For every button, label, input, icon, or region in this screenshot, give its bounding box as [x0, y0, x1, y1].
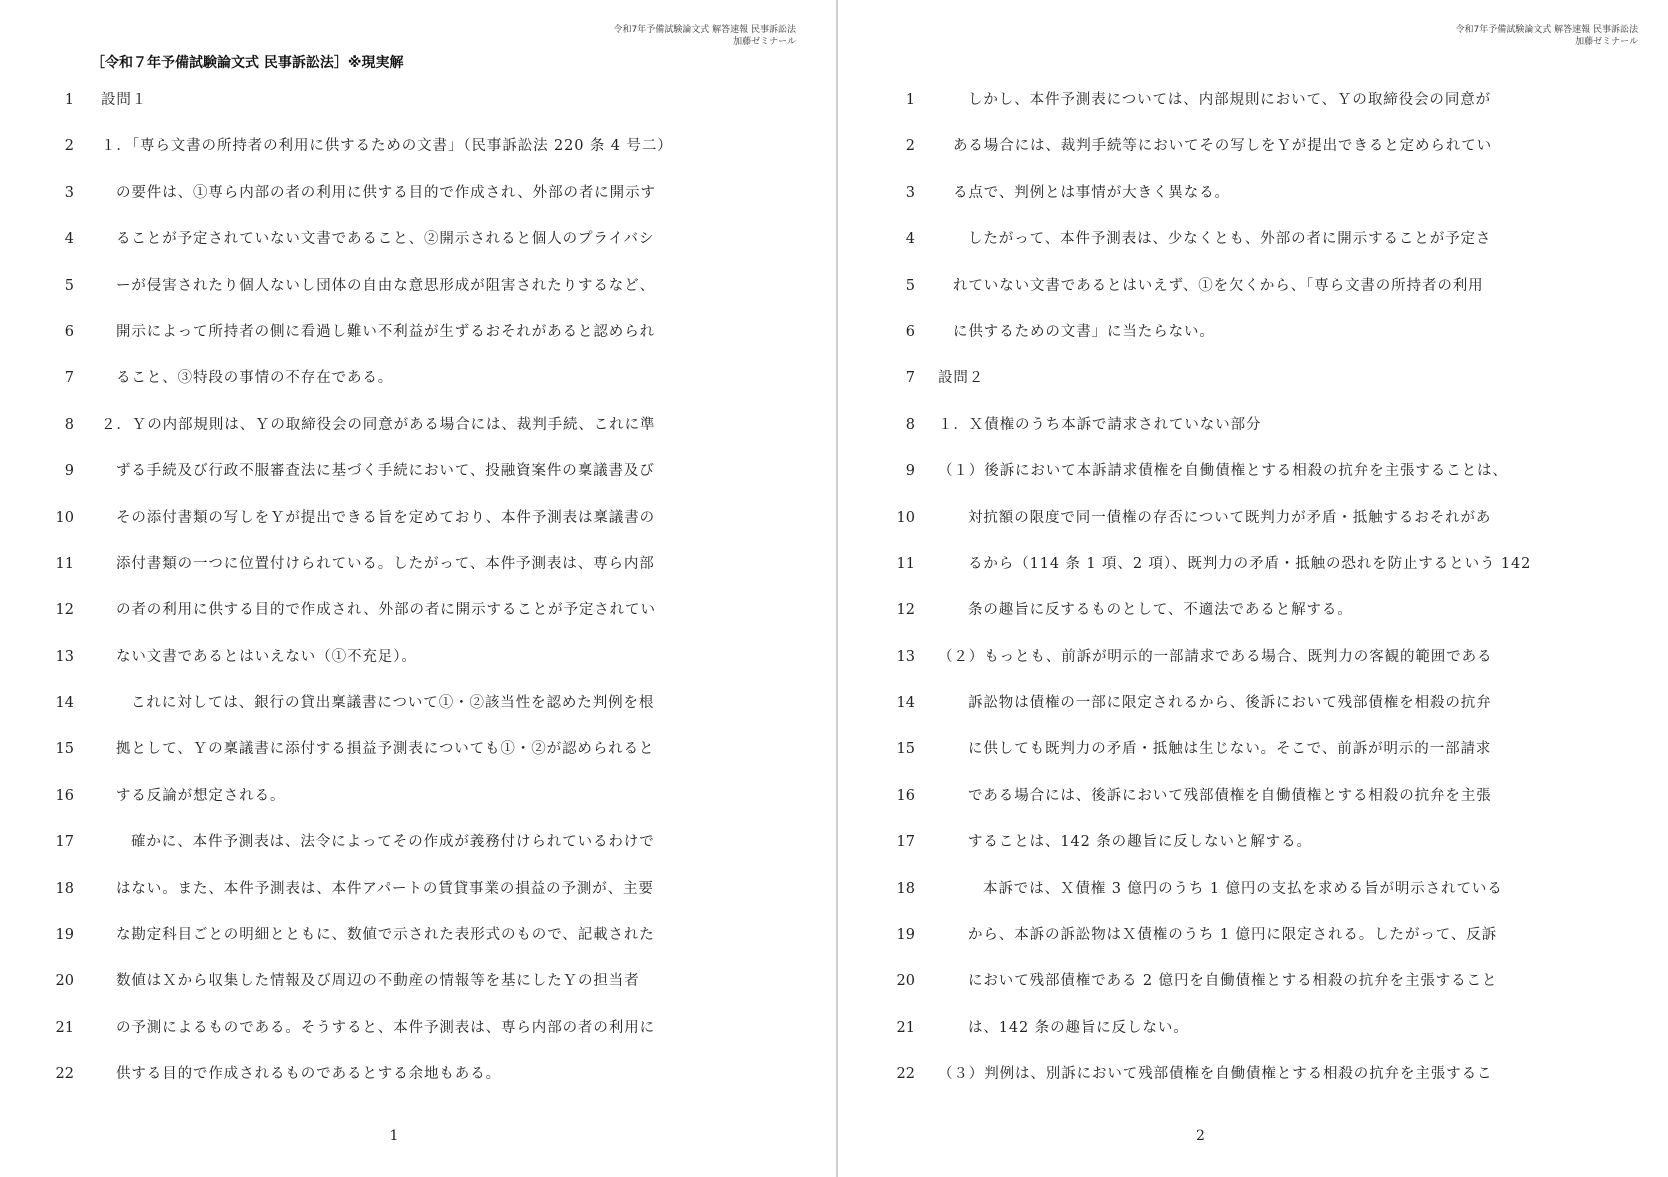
line-text: 対抗額の限度で同一債権の存否について既判力が矛盾・抵触するおそれがあ — [968, 509, 1492, 526]
text-line — [0, 832, 834, 878]
line-text: （２）もっとも、前訴が明示的一部請求である場合、既判力の客観的範囲である — [938, 648, 1493, 665]
line-number: 21 — [896, 1019, 915, 1036]
line-text: の者の利用に供する目的で作成され、外部の者に開示することが予定されてい — [116, 602, 656, 619]
line-number: 11 — [55, 555, 74, 572]
page-header — [614, 24, 796, 48]
line-number: 2 — [905, 138, 915, 155]
line-number: 18 — [896, 880, 915, 897]
line-text: の要件は、①専ら内部の者の利用に供する目的で作成され、外部の者に開示す — [116, 184, 656, 201]
line-number: 19 — [896, 927, 915, 944]
page-number: 1 — [389, 1128, 399, 1144]
text-line — [0, 693, 834, 739]
text-line — [841, 461, 1668, 507]
text-line — [0, 786, 834, 832]
line-number: 11 — [896, 555, 915, 572]
text-line — [841, 90, 1668, 136]
text-line — [841, 786, 1668, 832]
line-text: 条の趣旨に反するものとして、不適法であると解する。 — [968, 602, 1353, 619]
text-line — [0, 971, 834, 1017]
line-text: １．「専ら文書の所持者の利用に供するための文書」（民事訴訟法 220 条 4 号二） — [101, 138, 673, 155]
line-text: しかし、本件予測表については、内部規則において、Ｙの取締役会の同意が — [968, 92, 1492, 108]
text-line — [841, 647, 1668, 693]
header-exam-title: 令和7年予備試験論文式 解答速報 民事訴訟法 — [1455, 25, 1638, 35]
line-text: ２．Ｙの内部規則は、Ｙの取締役会の同意がある場合には、裁判手続、これに準 — [101, 416, 656, 433]
text-line — [0, 600, 834, 646]
line-number: 18 — [55, 880, 74, 897]
line-text: 本訴では、Ｘ債権 3 億円のうち 1 億円の支払を求める旨が明示されている — [983, 880, 1503, 897]
line-number: 13 — [55, 648, 74, 665]
line-text: れていない文書であるとはいえず、①を欠くから、「専ら文書の所持者の利用 — [953, 277, 1484, 294]
line-number: 12 — [896, 602, 915, 619]
line-text: 開示によって所持者の側に看過し難い不利益が生ずるおそれがあると認められ — [116, 323, 655, 340]
line-text: から、本訴の訴訟物はＸ債権のうち 1 億円に限定される。したがって、反訴 — [968, 927, 1498, 944]
line-text: その添付書類の写しをＹが提出できる旨を定めており、本件予測表は稟議書の — [116, 509, 655, 526]
text-line — [0, 415, 834, 461]
document-title: ［令和７年予備試験論文式 民事訴訟法］※現実解 — [91, 55, 404, 71]
line-text: 数値はＸから収集した情報及び周辺の不動産の情報等を基にしたＹの担当者 — [116, 973, 640, 990]
text-line — [0, 322, 834, 368]
line-number: 4 — [64, 231, 74, 248]
text-line — [0, 229, 834, 275]
text-line — [841, 971, 1668, 1017]
header-publisher: 加藤ゼミナール — [733, 37, 796, 47]
text-line — [841, 229, 1668, 275]
text-line — [841, 415, 1668, 461]
line-number: 8 — [905, 416, 915, 433]
line-number: 8 — [64, 416, 74, 433]
numbered-lines — [0, 90, 834, 1111]
line-number: 6 — [905, 323, 915, 340]
text-line — [841, 368, 1668, 414]
line-number: 19 — [55, 927, 74, 944]
text-line — [841, 739, 1668, 785]
line-text: これに対しては、銀行の貸出稟議書について①・②該当性を認めた判例を根 — [131, 695, 655, 712]
line-text: るから（114 条 1 項、2 項）、既判力の矛盾・抵触の恐れを防止するという 142 — [968, 555, 1532, 572]
line-text: に供するための文書」に当たらない。 — [953, 323, 1215, 340]
line-number: 10 — [55, 509, 74, 526]
line-text: 訴訟物は債権の一部に限定されるから、後訴において残部債権を相殺の抗弁 — [968, 695, 1492, 712]
line-text: 確かに、本件予測表は、法令によってその作成が義務付けられているわけで — [131, 834, 655, 851]
line-number: 9 — [905, 463, 915, 480]
text-line — [841, 600, 1668, 646]
text-line — [841, 136, 1668, 182]
line-number: 2 — [64, 138, 74, 155]
line-text: る点で、判例とは事情が大きく異なる。 — [953, 184, 1230, 201]
text-line — [0, 647, 834, 693]
line-text: である場合には、後訴において残部債権を自働債権とする相殺の抗弁を主張 — [968, 787, 1492, 804]
line-text: 添付書類の一つに位置付けられている。したがって、本件予測表は、専ら内部 — [116, 555, 655, 572]
line-number: 3 — [64, 184, 74, 201]
line-number: 5 — [64, 277, 74, 294]
text-line — [0, 554, 834, 600]
line-text: において残部債権である 2 億円を自働債権とする相殺の抗弁を主張すること — [968, 973, 1498, 990]
text-line — [841, 322, 1668, 368]
text-line — [841, 693, 1668, 739]
text-line — [841, 508, 1668, 554]
line-number: 21 — [55, 1019, 74, 1036]
text-line — [841, 276, 1668, 322]
text-line — [841, 879, 1668, 925]
header-exam-title: 令和7年予備試験論文式 解答速報 民事訴訟法 — [613, 25, 796, 35]
line-number: 9 — [64, 463, 74, 480]
line-text: の予測によるものである。そうすると、本件予測表は、専ら内部の者の利用に — [116, 1019, 655, 1036]
line-number: 16 — [55, 787, 74, 804]
text-line — [0, 183, 834, 229]
line-number: 7 — [64, 370, 74, 387]
page-number: 2 — [1196, 1128, 1205, 1144]
line-number: 20 — [55, 973, 74, 990]
text-line — [841, 925, 1668, 971]
line-number: 5 — [905, 277, 915, 294]
line-number: 17 — [896, 834, 915, 851]
text-line — [0, 368, 834, 414]
line-text: はない。また、本件予測表は、本件アパートの賃貸事業の損益の予測が、主要 — [116, 880, 654, 897]
text-line — [0, 276, 834, 322]
line-text: する反論が想定される。 — [116, 787, 286, 804]
line-number: 13 — [896, 648, 915, 665]
line-number: 20 — [896, 973, 915, 990]
line-number: 16 — [896, 787, 915, 804]
line-text: 設問１ — [101, 92, 148, 108]
line-text: ーが侵害されたり個人ないし団体の自由な意思形成が阻害されたりするなど、 — [116, 277, 655, 294]
text-line — [0, 739, 834, 785]
line-number: 7 — [905, 370, 915, 387]
line-text: な勘定科目ごとの明細とともに、数値で示された表形式のもので、記載された — [116, 927, 655, 944]
line-number: 3 — [905, 184, 915, 201]
line-number: 4 — [905, 231, 915, 248]
text-line — [0, 508, 834, 554]
line-text: （３）判例は、別訴において残部債権を自働債権とする相殺の抗弁を主張するこ — [938, 1066, 1493, 1083]
line-text: ることが予定されていない文書であること、②開示されると個人のプライバシ — [116, 231, 655, 248]
page-header — [1456, 24, 1638, 48]
line-number: 12 — [55, 602, 74, 619]
text-line — [0, 461, 834, 507]
text-line — [0, 925, 834, 971]
line-text: することは、142 条の趣旨に反しないと解する。 — [968, 834, 1312, 851]
text-line — [0, 879, 834, 925]
line-text: （１）後訴において本訴請求債権を自働債権とする相殺の抗弁を主張することは、 — [938, 463, 1508, 480]
line-text: ること、③特段の事情の不存在である。 — [116, 370, 394, 387]
line-number: 10 — [896, 509, 915, 526]
line-number: 15 — [55, 741, 74, 758]
text-line — [841, 554, 1668, 600]
text-line — [0, 90, 834, 136]
line-text: ない文書であるとはいえない（①不充足）。 — [116, 648, 417, 665]
line-number: 14 — [896, 695, 915, 712]
text-line — [841, 1064, 1668, 1110]
line-text: 設問２ — [938, 370, 985, 387]
line-number: 15 — [896, 741, 915, 758]
text-line — [841, 1018, 1668, 1064]
line-text: は、142 条の趣旨に反しない。 — [968, 1019, 1189, 1036]
numbered-lines — [841, 90, 1668, 1111]
text-line — [0, 1018, 834, 1064]
line-number: 17 — [55, 834, 74, 851]
line-text: ずる手続及び行政不服審査法に基づく手続において、投融資案件の稟議書及び — [116, 463, 655, 480]
line-number: 14 — [55, 695, 74, 712]
text-line — [841, 183, 1668, 229]
line-text: 拠として、Ｙの稟議書に添付する損益予測表についても①・②が認められると — [116, 741, 655, 758]
page-divider — [836, 0, 838, 1177]
line-number: 22 — [55, 1066, 74, 1083]
text-line — [841, 832, 1668, 878]
text-line — [0, 1064, 834, 1110]
line-number: 6 — [64, 323, 74, 340]
line-text: 供する目的で作成されるものであるとする余地もある。 — [116, 1066, 501, 1083]
line-text: したがって、本件予測表は、少なくとも、外部の者に開示することが予定さ — [968, 231, 1492, 248]
line-text: に供しても既判力の矛盾・抵触は生じない。そこで、前訴が明示的一部請求 — [968, 741, 1492, 758]
line-number: 22 — [896, 1066, 915, 1083]
header-publisher: 加藤ゼミナール — [1575, 37, 1638, 47]
line-text: １．Ｘ債権のうち本訴で請求されていない部分 — [938, 416, 1262, 433]
text-line — [0, 136, 834, 182]
line-number: 1 — [905, 92, 915, 108]
line-text: ある場合には、裁判手続等においてその写しをＹが提出できると定められてい — [953, 138, 1492, 155]
line-number: 1 — [64, 92, 74, 108]
page-2 — [841, 0, 1668, 1177]
